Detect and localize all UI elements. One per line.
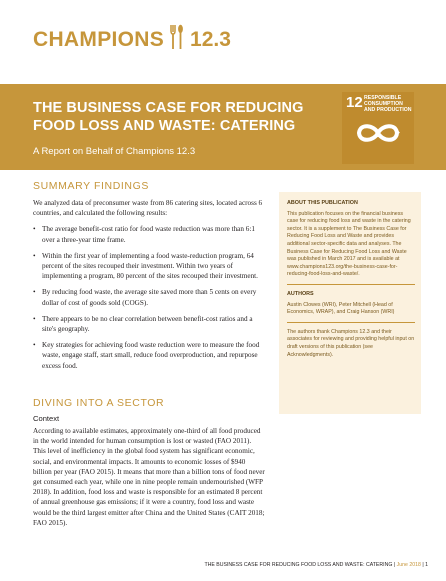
sidebar-divider xyxy=(287,284,415,285)
footer-separator: | xyxy=(393,562,397,568)
summary-heading: SUMMARY FINDINGS xyxy=(33,180,149,192)
sdg-label: RESPONSIBLE CONSUMPTION AND PRODUCTION xyxy=(364,95,412,113)
summary-intro: We analyzed data of preconsumer waste from 86 catering sites, located across 6 countries, and calculated the following results: xyxy=(33,199,263,218)
about-sidebar xyxy=(279,192,421,414)
summary-bullets xyxy=(33,224,265,370)
context-body: According to available estimates, approximately one-third of all food produced in the world intended for human consumption is lost or wasted (FAO 2011). This level of inefficiency in the global food system has significant economic, social, and environmental impacts. It amounts to economic losses of $940 billion per year (FAO 2015). It means that more than a billion tons of food never get consumed each year, while one in nine people remain undernourished (WFP 2018). In addition, food loss and waste is responsible for an estimated 8 percent of annual greenhouse gas emissions; if it were a country, food loss and waste would be the third largest emitter after China and the United States (CAIT 2018; FAO 2015). xyxy=(33,427,265,527)
sidebar-divider xyxy=(287,322,415,323)
summary-bullet: • The average benefit-cost ratio for food waste reduction was more than 6:1 over a three-year time frame. xyxy=(33,224,265,244)
summary-bullet: • Within the first year of implementing a food waste-reduction program, 64 percent of the sites recouped their investment. Within two years of implementing a program, 80 percent of the sites recouped their investment. xyxy=(33,251,265,282)
footer-title: THE BUSINESS CASE FOR REDUCING FOOD LOSS AND WASTE: CATERING xyxy=(204,562,393,568)
summary-bullet: • There appears to be no clear correlation between benefit-cost ratios and a site's geography. xyxy=(33,314,265,334)
fork-spoon-icon xyxy=(170,24,184,55)
report-title: THE BUSINESS CASE FOR REDUCING FOOD LOSS AND WASTE: CATERING xyxy=(33,100,304,134)
context-subheading: Context xyxy=(33,414,60,423)
sdg-12-badge xyxy=(342,92,414,164)
summary-bullet: • Key strategies for achieving food waste reduction were to measure the food waste, engage staff, start small, reduce food overproduction, and repurpose excess food. xyxy=(33,340,265,371)
summary-bullet: • By reducing food waste, the average site saved more than 5 cents on every dollar of cost of goods sold (COGS). xyxy=(33,287,265,307)
authors-body: Austin Clowes (WRI), Peter Mitchell (Head of Economics, WRAP), and Craig Hanson (WRI) xyxy=(287,301,395,316)
page-number: 1 xyxy=(425,562,428,568)
page-footer xyxy=(204,562,428,568)
summary-section xyxy=(33,198,265,377)
footer-separator: | xyxy=(422,562,426,568)
thanks-body: The authors thank Champions 12.3 and their associates for reviewing and providing helpful input on draft versions of this publication (see Acknowledgments). xyxy=(287,328,415,358)
logo-number: 12.3 xyxy=(190,27,231,51)
infinity-loop-icon xyxy=(354,120,402,151)
about-heading: ABOUT THIS PUBLICATION xyxy=(287,200,358,206)
authors-heading: AUTHORS xyxy=(287,290,314,297)
sdg-number: 12 xyxy=(346,94,363,111)
report-subtitle: A Report on Behalf of Champions 12.3 xyxy=(33,146,196,157)
logo-word: CHAMPIONS xyxy=(33,27,165,51)
footer-date: June 2018 xyxy=(396,562,421,568)
context-section xyxy=(33,426,265,528)
about-body: This publication focuses on the financial business case for reducing food loss and waste in the catering sector. It is a supplement to The Business Case for Reducing Food Loss and Waste and provides additional sector-specific data and analyses. The Business Case for Reducing Food Loss and Waste was published in March 2017 and is available at www.champions123.org/the-business-case-for-reducing-food-loss-and-waste/. xyxy=(287,210,411,278)
diving-heading: DIVING INTO A SECTOR xyxy=(33,397,165,409)
champions-logo xyxy=(33,24,231,55)
